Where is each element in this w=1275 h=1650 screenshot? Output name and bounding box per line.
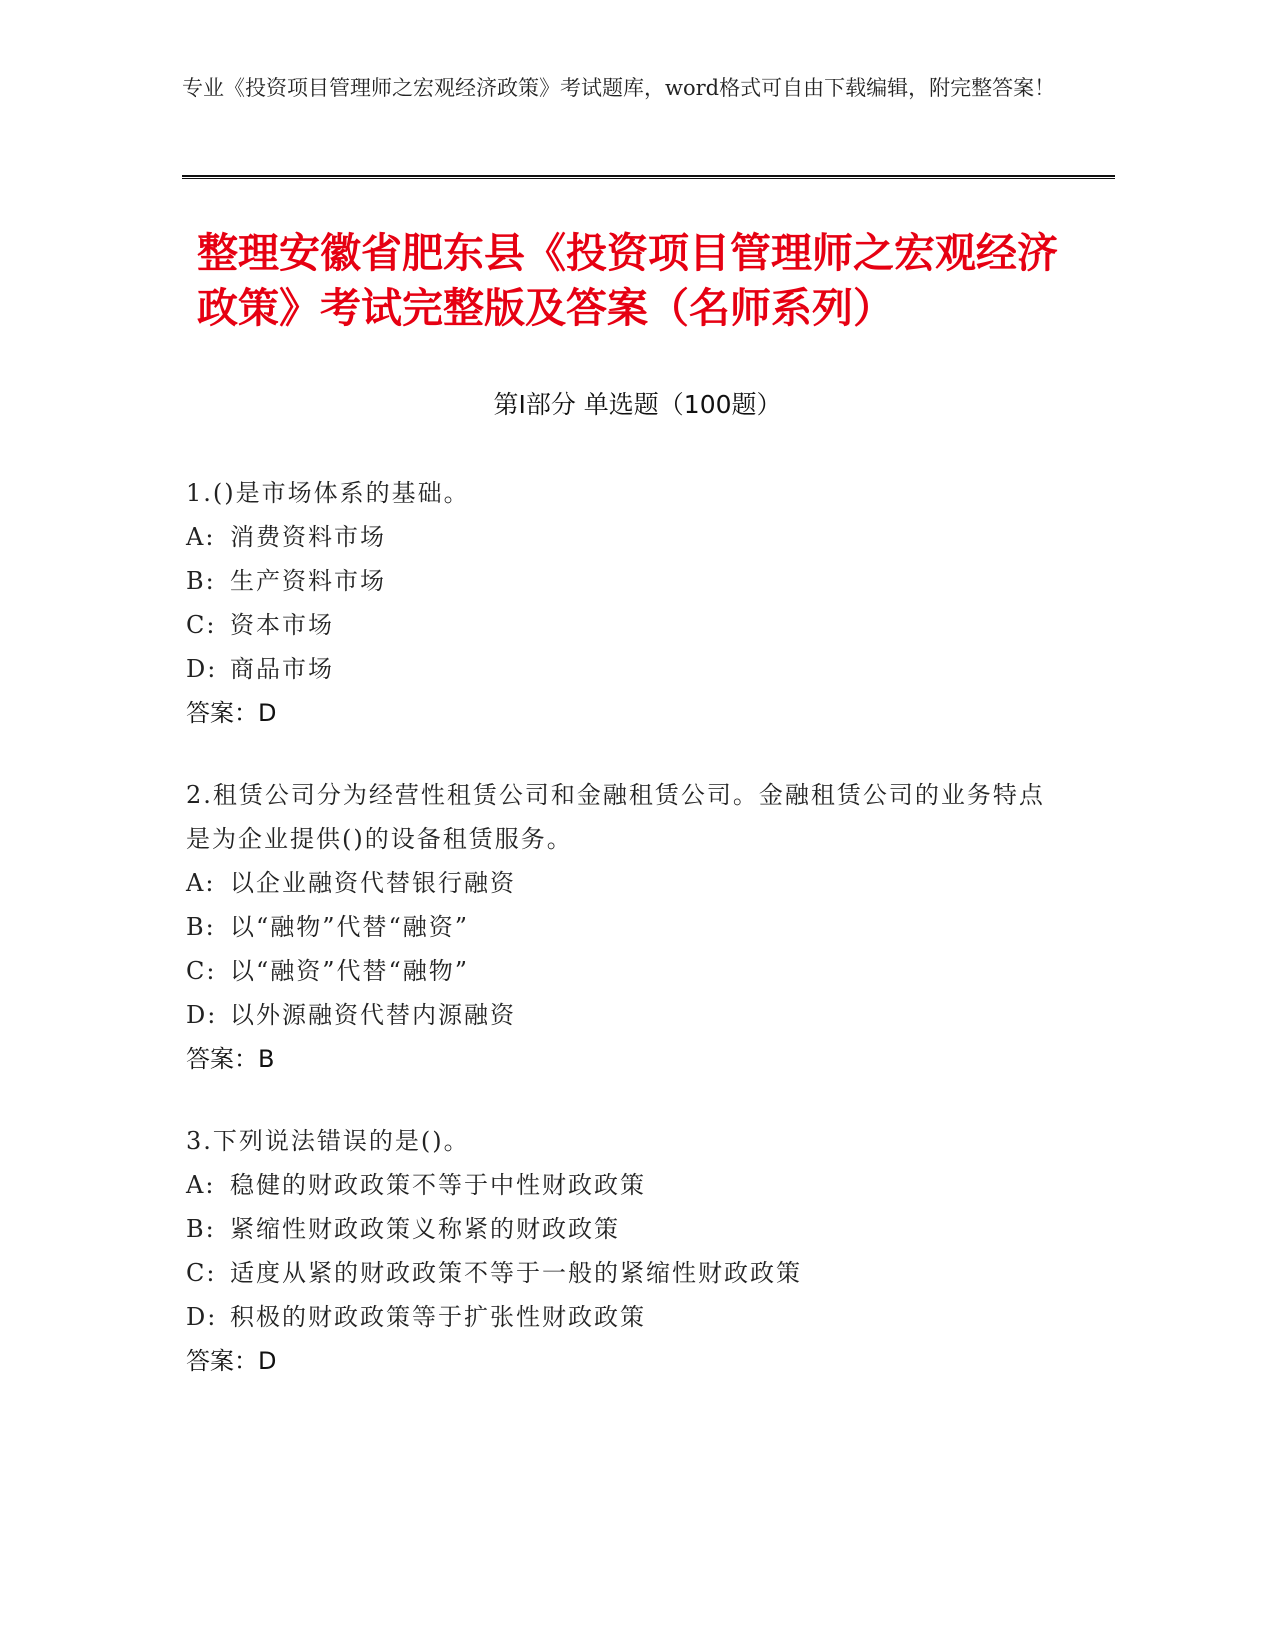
option-text: 资本市场 [230,611,334,639]
option-letter: D: [186,1303,218,1331]
option-d [186,993,1066,1037]
option-letter: B: [186,1215,216,1243]
option-letter: B: [186,913,216,941]
option-text: 积极的财政政策等于扩张性财政政策 [230,1303,646,1331]
option-b [186,905,1066,949]
document-title: 整理安徽省肥东县《投资项目管理师之宏观经济政策》考试完整版及答案（名师系列） [197,229,1058,332]
option-text: 生产资料市场 [230,567,386,595]
option-letter: C: [186,957,217,985]
option-letter: B: [186,567,216,595]
option-text: 紧缩性财政政策义称紧的财政政策 [230,1215,620,1243]
option-b [186,559,1066,603]
option-text: 适度从紧的财政政策不等于一般的紧缩性财政政策 [230,1259,802,1287]
option-letter: D: [186,655,218,683]
question-3 [186,1119,1066,1383]
option-letter: A: [186,1171,216,1199]
question-stem: 2.租赁公司分为经营性租赁公司和金融租赁公司。金融租赁公司的业务特点是为企业提供()的设备租赁服务。 [186,781,1045,853]
option-b [186,1207,1066,1251]
question-stem: 1.()是市场体系的基础。 [186,479,470,507]
option-letter: D: [186,1001,218,1029]
option-text: 消费资料市场 [230,523,386,551]
answer-line: 答案：B [186,1045,275,1073]
option-a [186,1163,1066,1207]
option-text: 以企业融资代替银行融资 [230,869,516,897]
option-a [186,515,1066,559]
header-note: 专业《投资项目管理师之宏观经济政策》考试题库，word格式可自由下载编辑，附完整答案！ [182,76,1056,100]
option-text: 稳健的财政政策不等于中性财政政策 [230,1171,646,1199]
answer-line: 答案：D [186,1347,277,1375]
option-text: 以“融物”代替“融资” [230,913,470,941]
question-list [186,471,1066,1421]
option-text: 商品市场 [230,655,334,683]
section-heading: 第Ⅰ部分 单选题（100题） [493,390,782,419]
question-stem: 3.下列说法错误的是()。 [186,1127,470,1155]
option-c [186,603,1066,647]
answer-line: 答案：D [186,699,277,727]
option-text: 以外源融资代替内源融资 [230,1001,516,1029]
option-c [186,1251,1066,1295]
question-1 [186,471,1066,735]
header-divider [182,175,1115,179]
option-d [186,647,1066,691]
option-letter: A: [186,869,216,897]
option-a [186,861,1066,905]
option-letter: A: [186,523,216,551]
option-letter: C: [186,1259,217,1287]
question-2 [186,773,1066,1081]
option-d [186,1295,1066,1339]
option-letter: C: [186,611,217,639]
option-text: 以“融资”代替“融物” [230,957,470,985]
option-c [186,949,1066,993]
